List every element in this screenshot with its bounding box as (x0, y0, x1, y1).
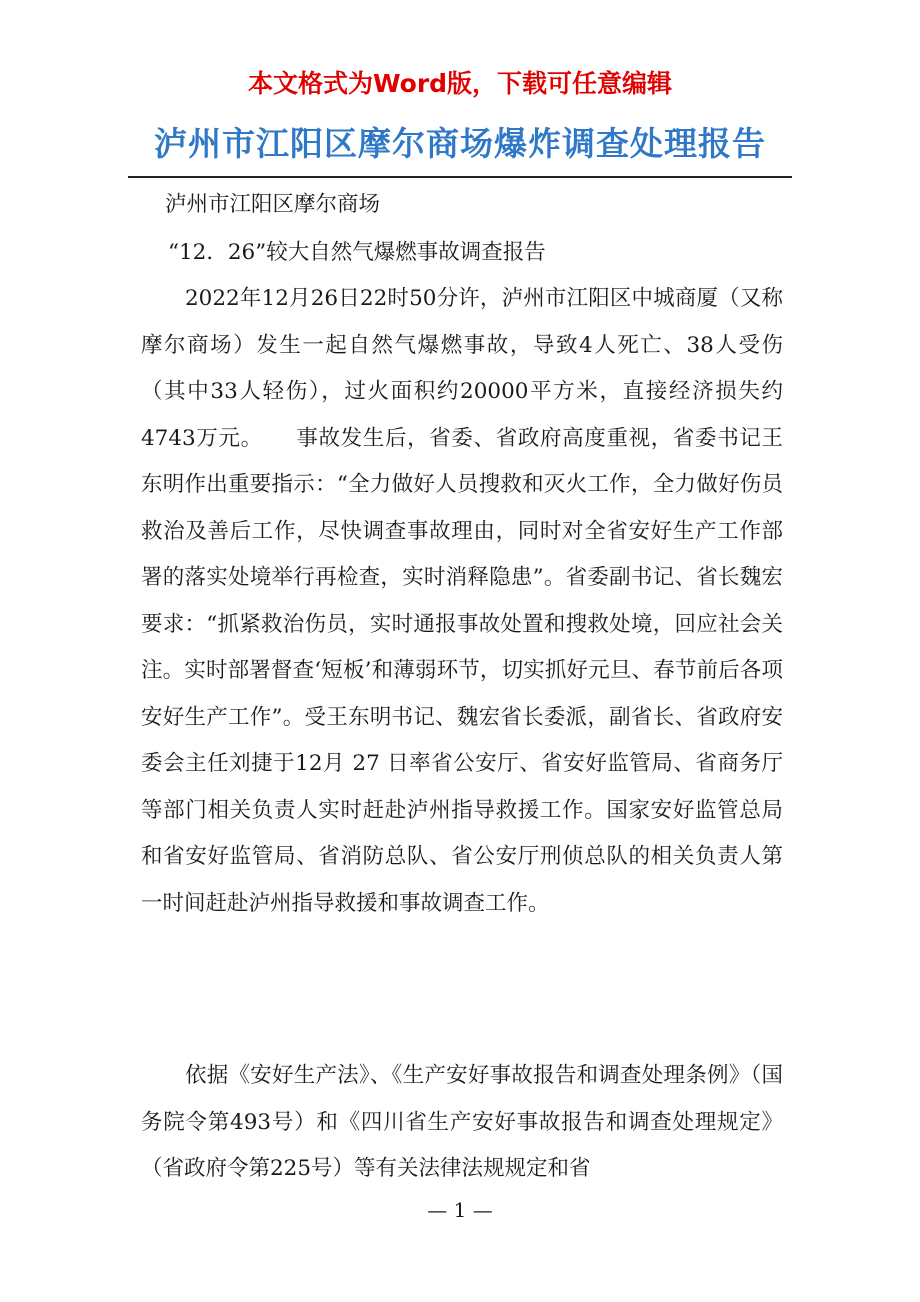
page-number: — 1 — (427, 1198, 493, 1222)
subtitle-line-2: “12．26”较大自然气爆燃事故调查报告 (168, 240, 546, 265)
document-title: 泸州市江阳区摩尔商场爆炸调查处理报告 (154, 124, 766, 163)
download-banner: 本文格式为Word版，下载可任意编辑 (247, 69, 673, 98)
title-divider (128, 176, 792, 178)
body-paragraph-2: 依据《安好生产法》、《生产安好事故报告和调查处理条例》（国务院令第493号）和《四川省生产安好事故报告和调查处理规定》（省政府令第225号）等有关法律法规规定和省 (141, 1063, 783, 1181)
subtitle-line-1: 泸州市江阳区摩尔商场 (165, 192, 381, 217)
body-paragraph-1: 2022年12月26日22时50分许，泸州市江阳区中城商厦（又称摩尔商场）发生一起自然气爆燃事故，导致4人死亡、38人受伤（其中33人轻伤），过火面积约20000平方米，直接经济损失约4743万元。 事故发生后，省委、省政府高度重视，省委书记王东明作出重要指示：“全力做好人员搜救和灭火工作，全力做好伤员救治及善后工作，尽快调查事故理由，同时对全省安好生产工作部署的落实处境举行再检查，实时消释隐患”。省委副书记、省长魏宏要求：“抓紧救治伤员，实时通报事故处置和搜救处境，回应社会关注。实时部署督查‘短板’和薄弱环节，切实抓好元旦、春节前后各项安好生产工作”。受王东明书记、魏宏省长委派，副省长、省政府安委会主任刘捷于12月 27 日率省公安厅、省安好监管局、省商务厅等部门相关负责人实时赶赴泸州指导救援工作。国家安好监管总局和省安好监管局、省消防总队、省公安厅刑侦总队的相关负责人第一时间赶赴泸州指导救援和事故调查工作。 (141, 286, 783, 916)
